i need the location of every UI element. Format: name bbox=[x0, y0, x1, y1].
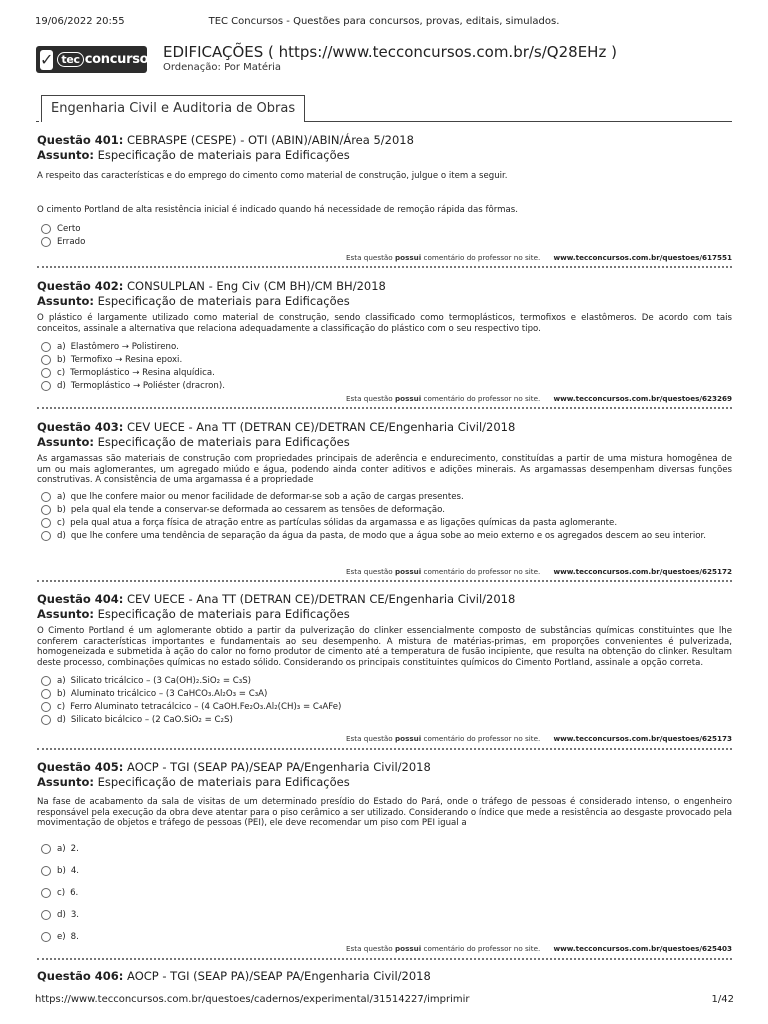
question-assunto: Assunto: Especificação de materiais para Edificações bbox=[37, 294, 350, 308]
question-406 bbox=[37, 969, 732, 984]
radio-icon[interactable] bbox=[41, 715, 51, 725]
radio-icon[interactable] bbox=[41, 689, 51, 699]
option-b[interactable]: b) Aluminato tricálcico – (3 CaHCO₃.Al₂O₃ = C₃A) bbox=[37, 687, 732, 700]
question-404 bbox=[37, 592, 732, 726]
option-b[interactable]: b) pela qual ela tende a conservar-se deformada ao cessarem as tensões de deformação. bbox=[37, 504, 732, 517]
option-d[interactable]: d) Termoplástico → Poliéster (dracron). bbox=[37, 379, 732, 392]
option-a[interactable]: a) Silicato tricálcico – (3 Ca(OH)₂.SiO₂ = C₃S) bbox=[37, 674, 732, 687]
comment-note: Esta questão possui comentário do professor no site. bbox=[346, 394, 541, 403]
option-certo[interactable]: Certo bbox=[37, 222, 732, 235]
radio-icon[interactable] bbox=[41, 518, 51, 528]
radio-icon[interactable] bbox=[41, 505, 51, 515]
option-d[interactable]: d) 3. bbox=[37, 904, 732, 926]
question-405 bbox=[37, 760, 732, 948]
option-c[interactable]: c) pela qual atua a força física de atração entre as partículas sólidas da argamassa e as ligações químicas da pasta aglomerante. bbox=[37, 517, 732, 530]
option-d[interactable]: d) Silicato bicálcico – (2 CaO.SiO₂ = C₂S) bbox=[37, 713, 732, 726]
question-header: Questão 401: CEBRASPE (CESPE) - OTI (ABIN)/ABIN/Área 5/2018 bbox=[37, 133, 414, 147]
option-c[interactable]: c) Termoplástico → Resina alquídica. bbox=[37, 366, 732, 379]
option-a[interactable]: a) 2. bbox=[37, 838, 732, 860]
question-link[interactable]: www.tecconcursos.com.br/questoes/625173 bbox=[553, 734, 732, 743]
radio-icon[interactable] bbox=[41, 224, 51, 234]
question-assunto: Assunto: Especificação de materiais para Edificações bbox=[37, 435, 350, 449]
radio-icon[interactable] bbox=[41, 355, 51, 365]
radio-icon[interactable] bbox=[41, 702, 51, 712]
question-assunto: Assunto: Especificação de materiais para Edificações bbox=[37, 607, 350, 621]
print-page-title: TEC Concursos - Questões para concursos, provas, editais, simulados. bbox=[208, 16, 560, 27]
question-text: A respeito das características e do emprego do cimento como material de construção, julgue o item a seguir. bbox=[37, 171, 508, 181]
question-link[interactable]: www.tecconcursos.com.br/questoes/625403 bbox=[553, 944, 732, 953]
comment-note: Esta questão possui comentário do professor no site. bbox=[346, 944, 541, 953]
question-text: O Cimento Portland é um aglomerante obtido a partir da pulverização do clinker essencialmente composto de substâncias químicas constituintes que lhe conferem características importantes e fundamentais ao seu desempenho. A mistura de matérias-primas, em proporções convenientes é pulverizada, homogeneizada e submetida à ação do calor no forno produtor de cimento até a temperatura de fusão incipiente, que resulta na obtenção do clinker. Resultam deste processo, combinações químicas no estado sólido. Considerando os principais constituintes químicos do Cimento Portland, assinale a opção correta. bbox=[37, 626, 732, 668]
question-assunto: Assunto: Especificação de materiais para Edificações bbox=[37, 148, 350, 162]
option-b[interactable]: b) Termofixo → Resina epoxi. bbox=[37, 353, 732, 366]
radio-icon[interactable] bbox=[41, 531, 51, 541]
question-header: Questão 405: AOCP - TGI (SEAP PA)/SEAP PA/Engenharia Civil/2018 bbox=[37, 760, 431, 774]
option-a[interactable]: a) que lhe confere maior ou menor facilidade de deformar-se sob a ação de cargas presentes. bbox=[37, 491, 732, 504]
question-separator bbox=[37, 266, 732, 268]
question-403 bbox=[37, 420, 732, 543]
question-header: Questão 403: CEV UECE - Ana TT (DETRAN CE)/DETRAN CE/Engenharia Civil/2018 bbox=[37, 420, 516, 434]
question-assunto: Assunto: Especificação de materiais para Edificações bbox=[37, 775, 350, 789]
radio-icon[interactable] bbox=[41, 492, 51, 502]
question-statement: O cimento Portland de alta resistência inicial é indicado quando há necessidade de remoção rápida das fôrmas. bbox=[37, 204, 518, 215]
question-header: Questão 404: CEV UECE - Ana TT (DETRAN CE)/DETRAN CE/Engenharia Civil/2018 bbox=[37, 592, 516, 606]
option-e[interactable]: e) 8. bbox=[37, 926, 732, 948]
radio-icon[interactable] bbox=[41, 844, 51, 854]
print-url[interactable]: https://www.tecconcursos.com.br/questoes/cadernos/experimental/31514227/imprimir bbox=[35, 994, 470, 1005]
option-b[interactable]: b) 4. bbox=[37, 860, 732, 882]
question-header: Questão 402: CONSULPLAN - Eng Civ (CM BH)/CM BH/2018 bbox=[37, 279, 386, 293]
radio-icon[interactable] bbox=[41, 342, 51, 352]
radio-icon[interactable] bbox=[41, 237, 51, 247]
caderno-order: Ordenação: Por Matéria bbox=[163, 62, 281, 73]
check-icon: ✓ bbox=[40, 50, 54, 69]
radio-icon[interactable] bbox=[41, 888, 51, 898]
question-separator bbox=[37, 958, 732, 960]
radio-icon[interactable] bbox=[41, 910, 51, 920]
question-separator bbox=[37, 580, 732, 582]
print-date: 19/06/2022 20:55 bbox=[35, 16, 125, 27]
radio-icon[interactable] bbox=[41, 866, 51, 876]
caderno-title: EDIFICAÇÕES ( https://www.tecconcursos.com.br/s/Q28EHz ) bbox=[163, 43, 617, 61]
radio-icon[interactable] bbox=[41, 368, 51, 378]
page-number: 1/42 bbox=[711, 994, 734, 1005]
option-a[interactable]: a) Elastômero → Polistireno. bbox=[37, 340, 732, 353]
radio-icon[interactable] bbox=[41, 932, 51, 942]
question-header: Questão 406: AOCP - TGI (SEAP PA)/SEAP PA/Engenharia Civil/2018 bbox=[37, 969, 431, 983]
question-401 bbox=[37, 133, 732, 248]
comment-note: Esta questão possui comentário do professor no site. bbox=[346, 734, 541, 743]
question-link[interactable]: www.tecconcursos.com.br/questoes/623269 bbox=[553, 394, 732, 403]
comment-note: Esta questão possui comentário do professor no site. bbox=[346, 253, 541, 262]
radio-icon[interactable] bbox=[41, 381, 51, 391]
radio-icon[interactable] bbox=[41, 676, 51, 686]
question-link[interactable]: www.tecconcursos.com.br/questoes/625172 bbox=[553, 567, 732, 576]
question-separator bbox=[37, 748, 732, 750]
materia-tab: Engenharia Civil e Auditoria de Obras bbox=[41, 95, 305, 122]
comment-note: Esta questão possui comentário do professor no site. bbox=[346, 567, 541, 576]
option-d[interactable]: d) que lhe confere uma tendência de separação da água da pasta, de modo que a água sobe ao meio externo e os agregados descem ao seu interior. bbox=[37, 530, 732, 543]
question-text: As argamassas são materiais de construção com propriedades principais de aderência e endurecimento, constituídas a partir de uma mistura homogênea de um ou mais aglomerantes, um agregado miúdo e água, podendo ainda conter aditivos e adições minerais. As argamassas desempenham diversas funções construtivas. A consistência de uma argamassa é a propriedade bbox=[37, 454, 732, 486]
logo-text: tec concursos bbox=[57, 52, 155, 67]
option-c[interactable]: c) 6. bbox=[37, 882, 732, 904]
option-errado[interactable]: Errado bbox=[37, 235, 732, 248]
question-separator bbox=[37, 407, 732, 409]
question-link[interactable]: www.tecconcursos.com.br/questoes/617551 bbox=[553, 253, 732, 262]
question-402 bbox=[37, 279, 732, 392]
question-text: O plástico é largamente utilizado como material de construção, sendo classificado como termoplásticos, termofixos e elastômeros. De acordo com tais conceitos, assinale a alternativa que relaciona adequadamente a classificação do plástico com o seu respectivo tipo. bbox=[37, 313, 732, 334]
tecconcursos-logo[interactable] bbox=[36, 46, 156, 73]
question-text: Na fase de acabamento da sala de visitas de um determinado presídio do Estado do Pará, onde o tráfego de pessoas é considerado intenso, o engenheiro responsável pela execução da obra deve atentar para o piso cerâmico a ser utilizado. Considerando o índice que mede a resistência ao desgaste provocado pela movimentação de objetos e tráfego de pessoas (PEI), ele deve recomendar um piso com PEI igual a bbox=[37, 797, 732, 829]
option-c[interactable]: c) Ferro Aluminato tetracálcico – (4 CaOH.Fe₂O₃.Al₂(CH)₃ = C₄AFe) bbox=[37, 700, 732, 713]
